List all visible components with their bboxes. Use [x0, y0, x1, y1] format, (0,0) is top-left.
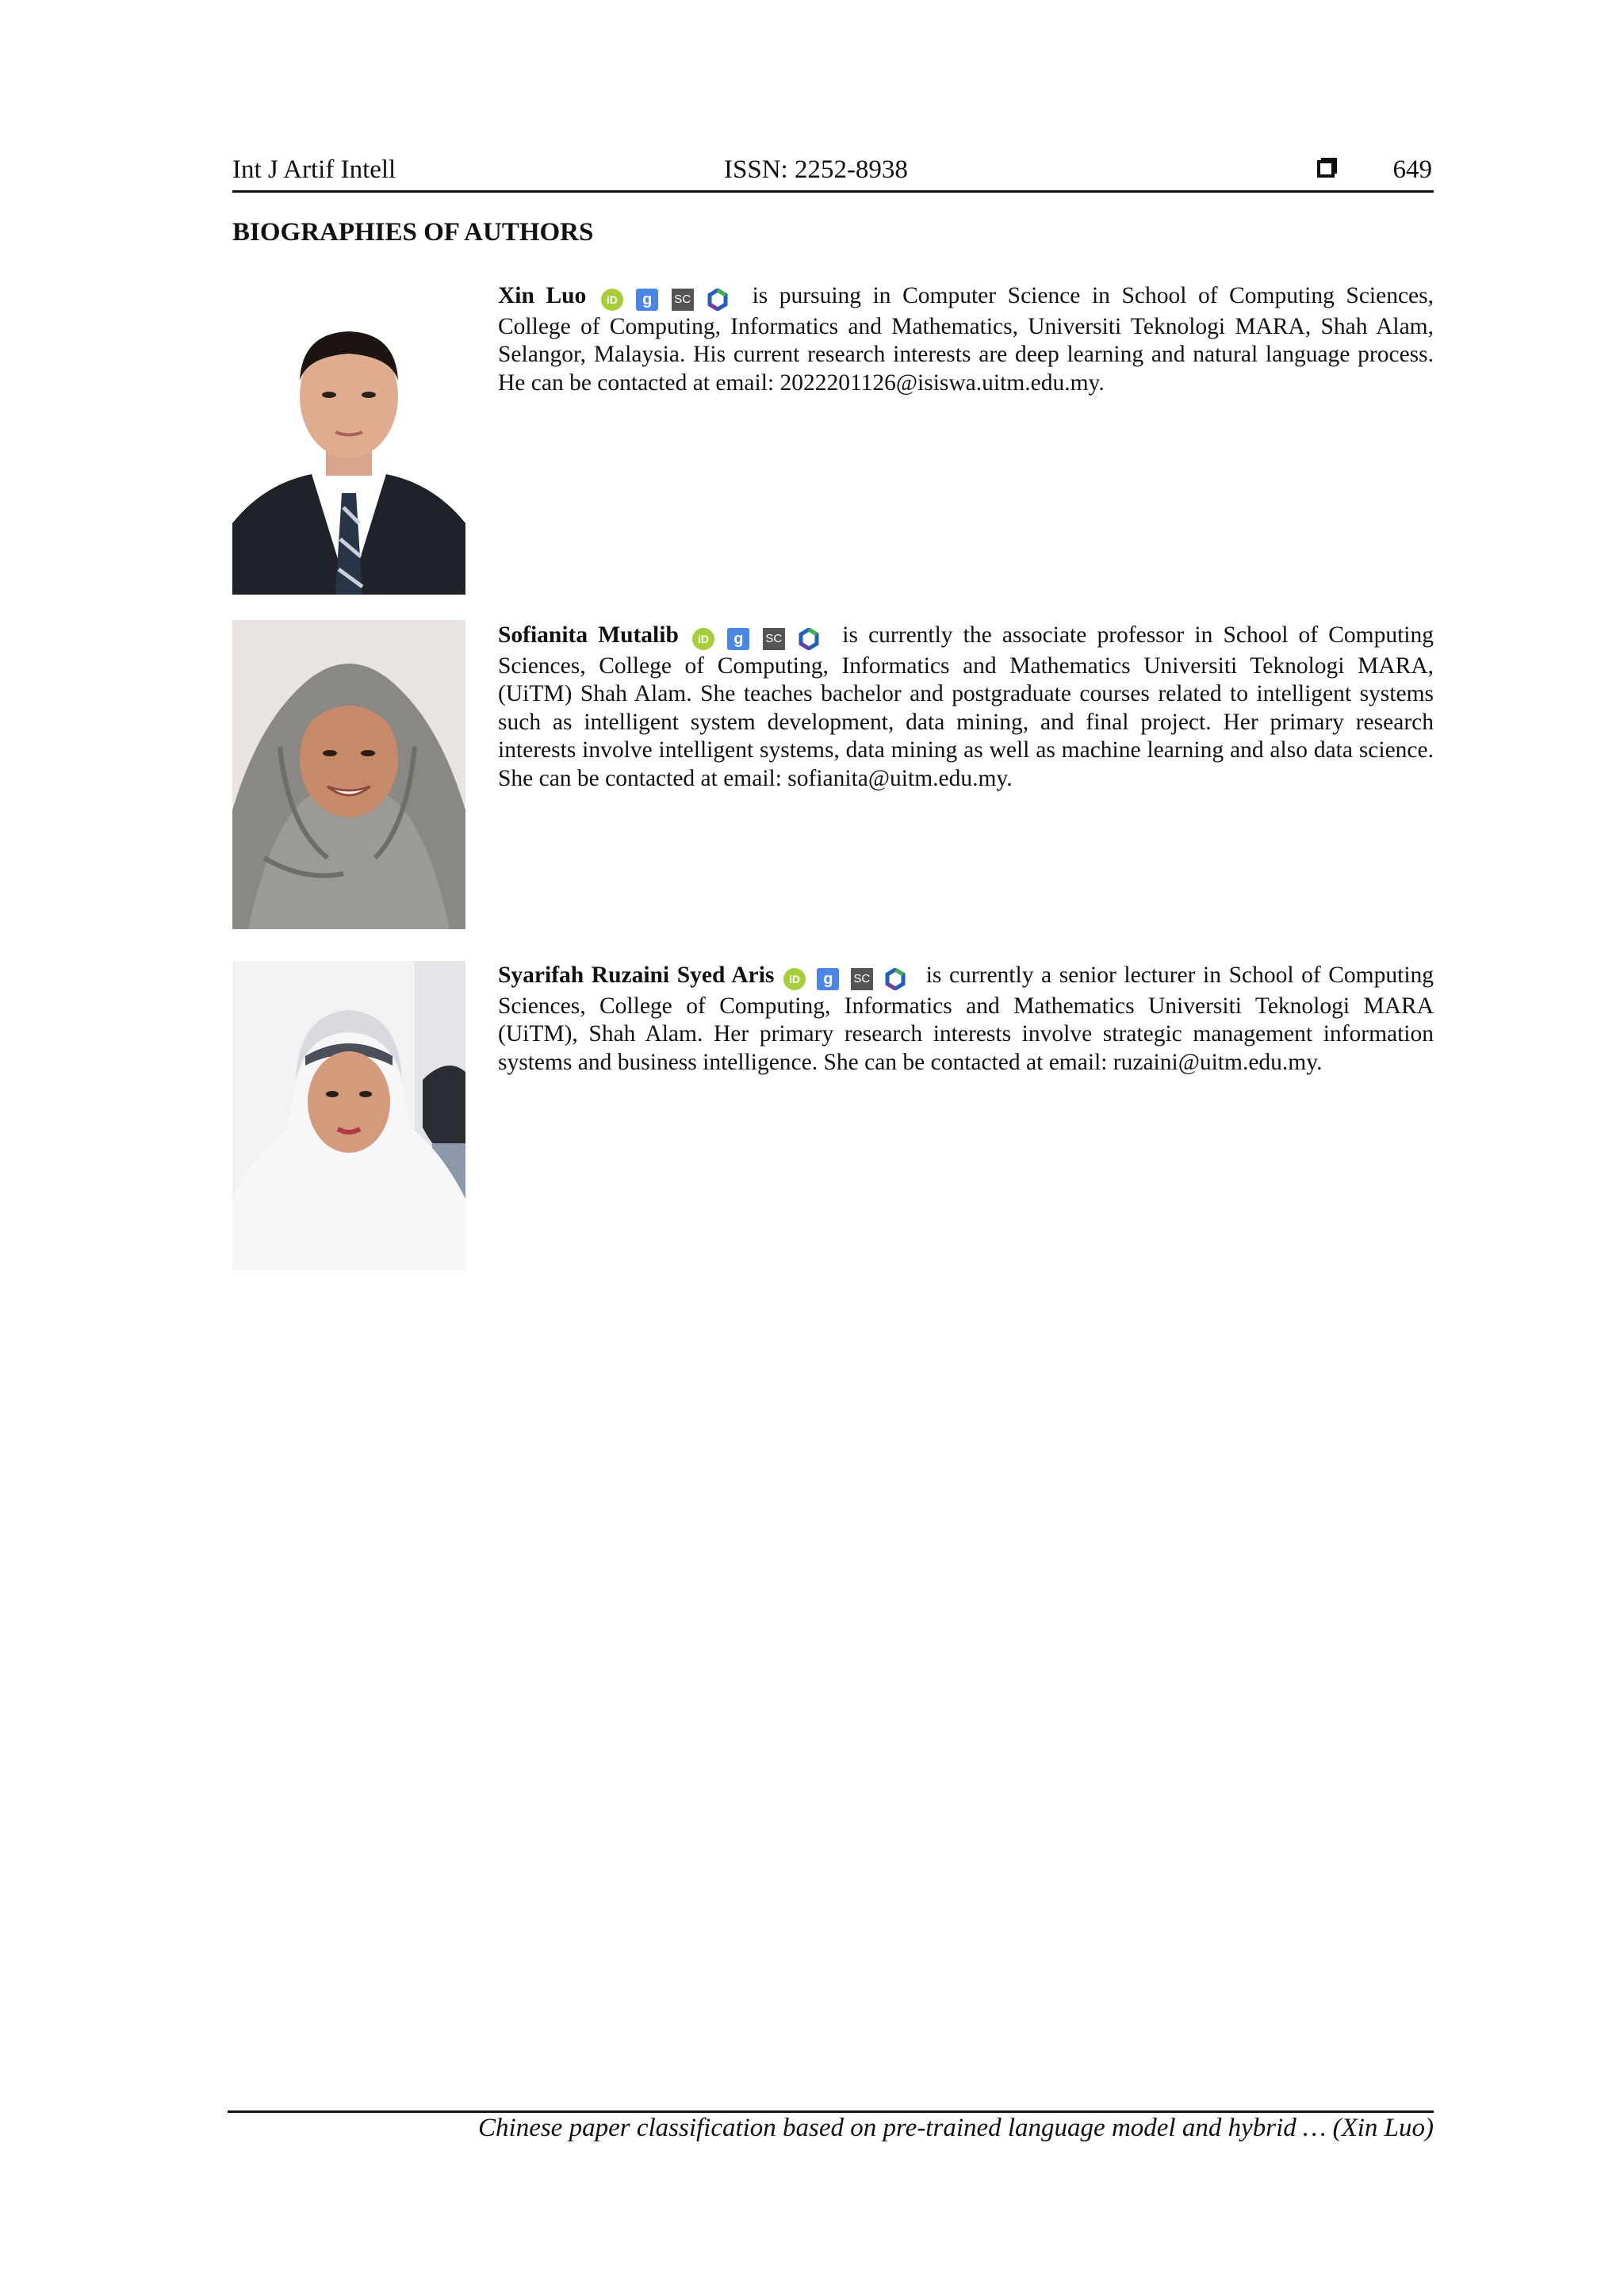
- author-bio-text: is currently a senior lecturer in School of Computing Sciences, College of Computing, Informatics and Mathematics Universiti Teknologi MARA (UiTM), Shah Alam. Her primary research interests involve strategic management information systems and business intelligence. She can be contacted at email: ruzaini@uitm.edu.my.: [498, 962, 1434, 1075]
- issn: ISSN: 2252-8938: [724, 155, 908, 184]
- orcid-icon[interactable]: iD: [783, 968, 806, 990]
- square-bullet-icon: [1317, 160, 1335, 178]
- profile-icons: [601, 285, 736, 313]
- author-bio-text: is pursuing in Computer Science in School of Computing Sciences, College of Computing, Informatics and Mathematics, Universiti Teknologi MARA, Shah Alam, Selangor, Malaysia. His current research interests are deep learning and natural language process. He can be contacted at email: 2022201126@isiswa.uitm.edu.my.: [498, 283, 1434, 396]
- scopus-icon[interactable]: SC: [851, 968, 873, 990]
- google-scholar-icon[interactable]: g: [636, 289, 658, 311]
- page-header: [232, 154, 1434, 193]
- orcid-icon[interactable]: iD: [692, 628, 714, 650]
- author-name: Sofianita Mutalib: [498, 622, 679, 648]
- section-title: BIOGRAPHIES OF AUTHORS: [232, 218, 594, 247]
- google-scholar-icon[interactable]: g: [727, 628, 749, 650]
- running-footer: Chinese paper classification based on pre-trained language model and hybrid … (Xin Luo): [478, 2114, 1434, 2142]
- google-scholar-icon[interactable]: g: [817, 968, 839, 990]
- author-photo-sofianita-mutalib: [232, 620, 465, 929]
- publons-icon[interactable]: [707, 289, 729, 311]
- journal-name: Int J Artif Intell: [232, 155, 396, 184]
- author-bio-2: [498, 622, 1434, 793]
- scopus-icon[interactable]: SC: [672, 289, 694, 311]
- author-name: Syarifah Ruzaini Syed Aris: [498, 962, 775, 988]
- page-number: 649: [1392, 155, 1432, 184]
- orcid-icon[interactable]: iD: [601, 289, 623, 311]
- publons-icon[interactable]: [884, 968, 906, 990]
- author-bio-1: [498, 282, 1434, 397]
- profile-icons: [692, 624, 827, 652]
- scopus-icon[interactable]: SC: [763, 628, 785, 650]
- author-name: Xin Luo: [498, 283, 587, 308]
- footer-rule: [228, 2110, 1434, 2113]
- author-bio-3: [498, 962, 1434, 1077]
- profile-icons: [783, 964, 914, 993]
- publons-icon[interactable]: [798, 628, 820, 650]
- author-photo-xin-luo: [232, 285, 465, 595]
- author-bio-text: is currently the associate professor in School of Computing Sciences, College of Computing, Informatics and Mathematics Universiti Teknologi MARA, (UiTM) Shah Alam. She teaches bachelor and postgraduate courses related to intelligent systems such as intelligent system development, data mining, and final project. Her primary research interests involve intelligent systems, data mining as well as machine learning and also data science. She can be contacted at email: sofianita@uitm.edu.my.: [498, 622, 1434, 791]
- author-photo-syarifah-ruzaini-syed-aris: [232, 961, 465, 1270]
